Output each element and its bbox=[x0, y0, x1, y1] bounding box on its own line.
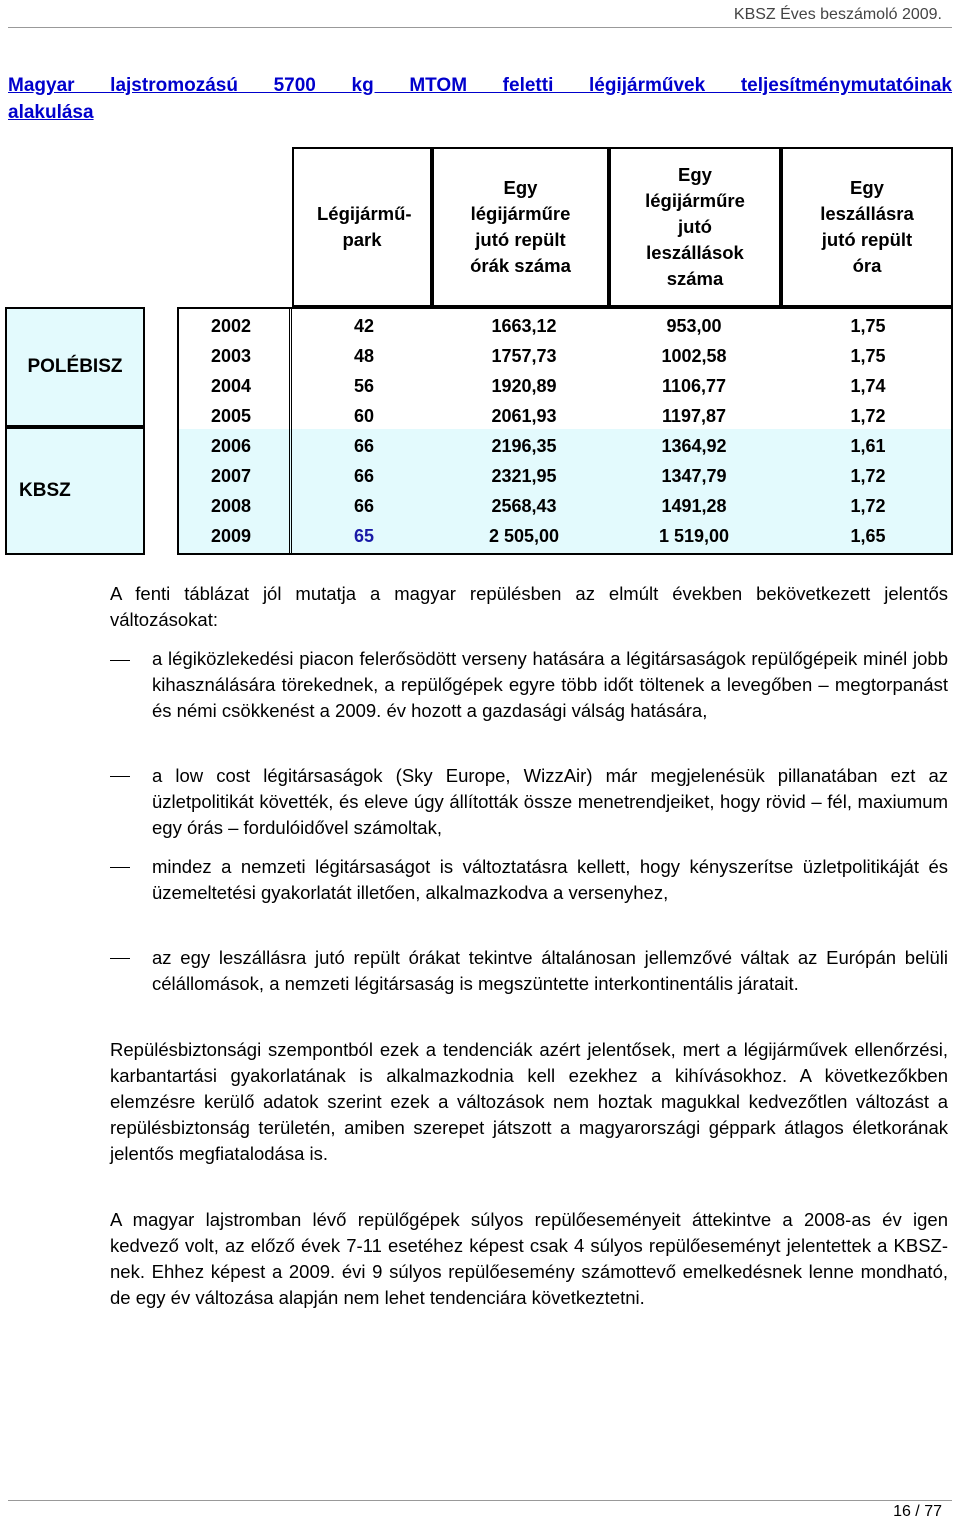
cell-year: 2008 bbox=[210, 496, 252, 516]
header-fleet: Légijármű-park bbox=[292, 147, 432, 307]
table-row bbox=[179, 401, 951, 431]
cell-ratio: 1,72 bbox=[850, 496, 886, 516]
page-header: KBSZ Éves beszámoló 2009. bbox=[733, 6, 942, 23]
cell-landings: 1197,87 bbox=[661, 406, 727, 426]
cell-hours: 1663,12 bbox=[491, 316, 557, 336]
cell-landings: 953,00 bbox=[666, 316, 722, 336]
page-number: 16 / 77 bbox=[893, 1503, 942, 1520]
footer-rule bbox=[8, 1500, 952, 1501]
table-row bbox=[179, 371, 951, 401]
bullet-dash bbox=[110, 776, 130, 777]
cell-hours: 2196,35 bbox=[491, 436, 557, 456]
bullet-dash bbox=[110, 867, 130, 868]
cell-fleet: 66 bbox=[353, 436, 375, 456]
cell-ratio: 1,75 bbox=[850, 346, 886, 366]
cell-fleet: 65 bbox=[353, 526, 375, 546]
cell-year: 2003 bbox=[210, 346, 252, 366]
header-hours: Egy légijárműre jutó repült órák száma bbox=[432, 147, 609, 307]
header-landings: Egy légijárműre jutó leszállások száma bbox=[609, 147, 781, 307]
group-kbsz: KBSZ bbox=[5, 427, 145, 555]
cell-fleet: 48 bbox=[353, 346, 375, 366]
incident-paragraph: A magyar lajstromban lévő repülőgépek súlyos repülőeseményeit áttekintve a 2008-as év igen kedvező volt, az előző évek 7-11 esetéhez képest csak 4 súlyos repülőeseményt jelentettek a KBSZ-nek. Ehhez képest a 2009. évi 9 súlyos repülőesemény számottevő emelkedésnek lenne mondható, de egy év változása alapján nem lehet tendenciára következtetni. bbox=[110, 1209, 948, 1308]
cell-hours: 2061,93 bbox=[491, 406, 557, 426]
cell-year: 2005 bbox=[210, 406, 252, 426]
performance-table bbox=[5, 147, 953, 555]
cell-ratio: 1,72 bbox=[850, 406, 886, 426]
safety-paragraph: Repülésbiztonsági szempontból ezek a tendenciák azért jelentősek, mert a légijárművek ellenőrzési, karbantartási gyakorlatának is alkalmazkodnia kell ezekhez a kihívásokhoz. A következőkben elemzésre kerülő adatok szerint ezek a változások nem hoztak magukkal kedvezőtlen változást a repülésbiztonság területén, amiben szerepet játszott a magyarországi géppark átlagos életkorának jelentős megfiatalodása is. bbox=[110, 1039, 948, 1164]
cell-landings: 1347,79 bbox=[661, 466, 727, 486]
cell-year: 2002 bbox=[210, 316, 252, 336]
table-row bbox=[179, 341, 951, 371]
cell-ratio: 1,72 bbox=[850, 466, 886, 486]
cell-fleet: 42 bbox=[353, 316, 375, 336]
cell-hours: 2 505,00 bbox=[488, 526, 560, 546]
cell-hours: 2568,43 bbox=[491, 496, 557, 516]
header-rule bbox=[8, 27, 952, 28]
cell-ratio: 1,65 bbox=[850, 526, 886, 546]
cell-fleet: 66 bbox=[353, 496, 375, 516]
bullet-item: a légiközlekedési piacon felerősödött verseny hatására a légitársaságok repülőgépeik minél jobb kihasználására törekednek, a repülőgépek egyre több időt töltenek a levegőben – megtorpanást és némi csökkenést a 2009. év hozott a gazdasági válság hatására, bbox=[152, 648, 948, 721]
section-title: Magyar lajstromozású 5700 kg MTOM feletti légijárművek teljesítménymutatóinak bbox=[8, 75, 952, 96]
cell-landings: 1002,58 bbox=[661, 346, 727, 366]
cell-hours: 1920,89 bbox=[491, 376, 557, 396]
table-row bbox=[179, 491, 951, 521]
cell-hours: 1757,73 bbox=[491, 346, 557, 366]
section-title-cont: alakulása bbox=[8, 102, 94, 123]
cell-ratio: 1,74 bbox=[850, 376, 886, 396]
intro-paragraph: A fenti táblázat jól mutatja a magyar repülésben az elmúlt években bekövetkezett jelentős változásokat: bbox=[110, 583, 948, 630]
bullet-dash bbox=[110, 958, 130, 959]
cell-landings: 1364,92 bbox=[661, 436, 727, 456]
table-body bbox=[177, 307, 953, 555]
bullet-dash bbox=[110, 660, 130, 661]
cell-landings: 1 519,00 bbox=[658, 526, 730, 546]
cell-year: 2007 bbox=[210, 466, 252, 486]
cell-year: 2009 bbox=[210, 526, 252, 546]
table-row bbox=[179, 431, 951, 461]
bullet-item: az egy leszállásra jutó repült órákat tekintve általánosan jellemzővé váltak az Európán belüli célállomások, a nemzeti légitársaság is megszüntette interkontinentális járatait. bbox=[152, 947, 948, 994]
cell-fleet: 56 bbox=[353, 376, 375, 396]
cell-hours: 2321,95 bbox=[491, 466, 557, 486]
cell-year: 2006 bbox=[210, 436, 252, 456]
table-row bbox=[179, 461, 951, 491]
table-row bbox=[179, 311, 951, 341]
cell-landings: 1491,28 bbox=[661, 496, 727, 516]
group-polebisz: POLÉBISZ bbox=[5, 307, 145, 427]
table-row bbox=[179, 521, 951, 551]
cell-year: 2004 bbox=[210, 376, 252, 396]
bullet-item: mindez a nemzeti légitársaságot is változtatásra kellett, hogy kényszerítse üzletpolitikáját és üzemeltetési gyakorlatát illetően, alkalmazkodva a versenyhez, bbox=[152, 856, 948, 903]
bullet-item: a low cost légitársaságok (Sky Europe, WizzAir) már megjelenésük pillanatában ezt az üzletpolitikát követték, és eleve úgy állították össze menetrendjeiket, hogy rövid – fél, maxiumum egy órás – fordulóidővel számoltak, bbox=[152, 765, 948, 838]
cell-fleet: 60 bbox=[353, 406, 375, 426]
cell-ratio: 1,61 bbox=[850, 436, 886, 456]
cell-ratio: 1,75 bbox=[850, 316, 886, 336]
header-ratio: Egy leszállásra jutó repült óra bbox=[781, 147, 953, 307]
cell-fleet: 66 bbox=[353, 466, 375, 486]
cell-landings: 1106,77 bbox=[661, 376, 727, 396]
